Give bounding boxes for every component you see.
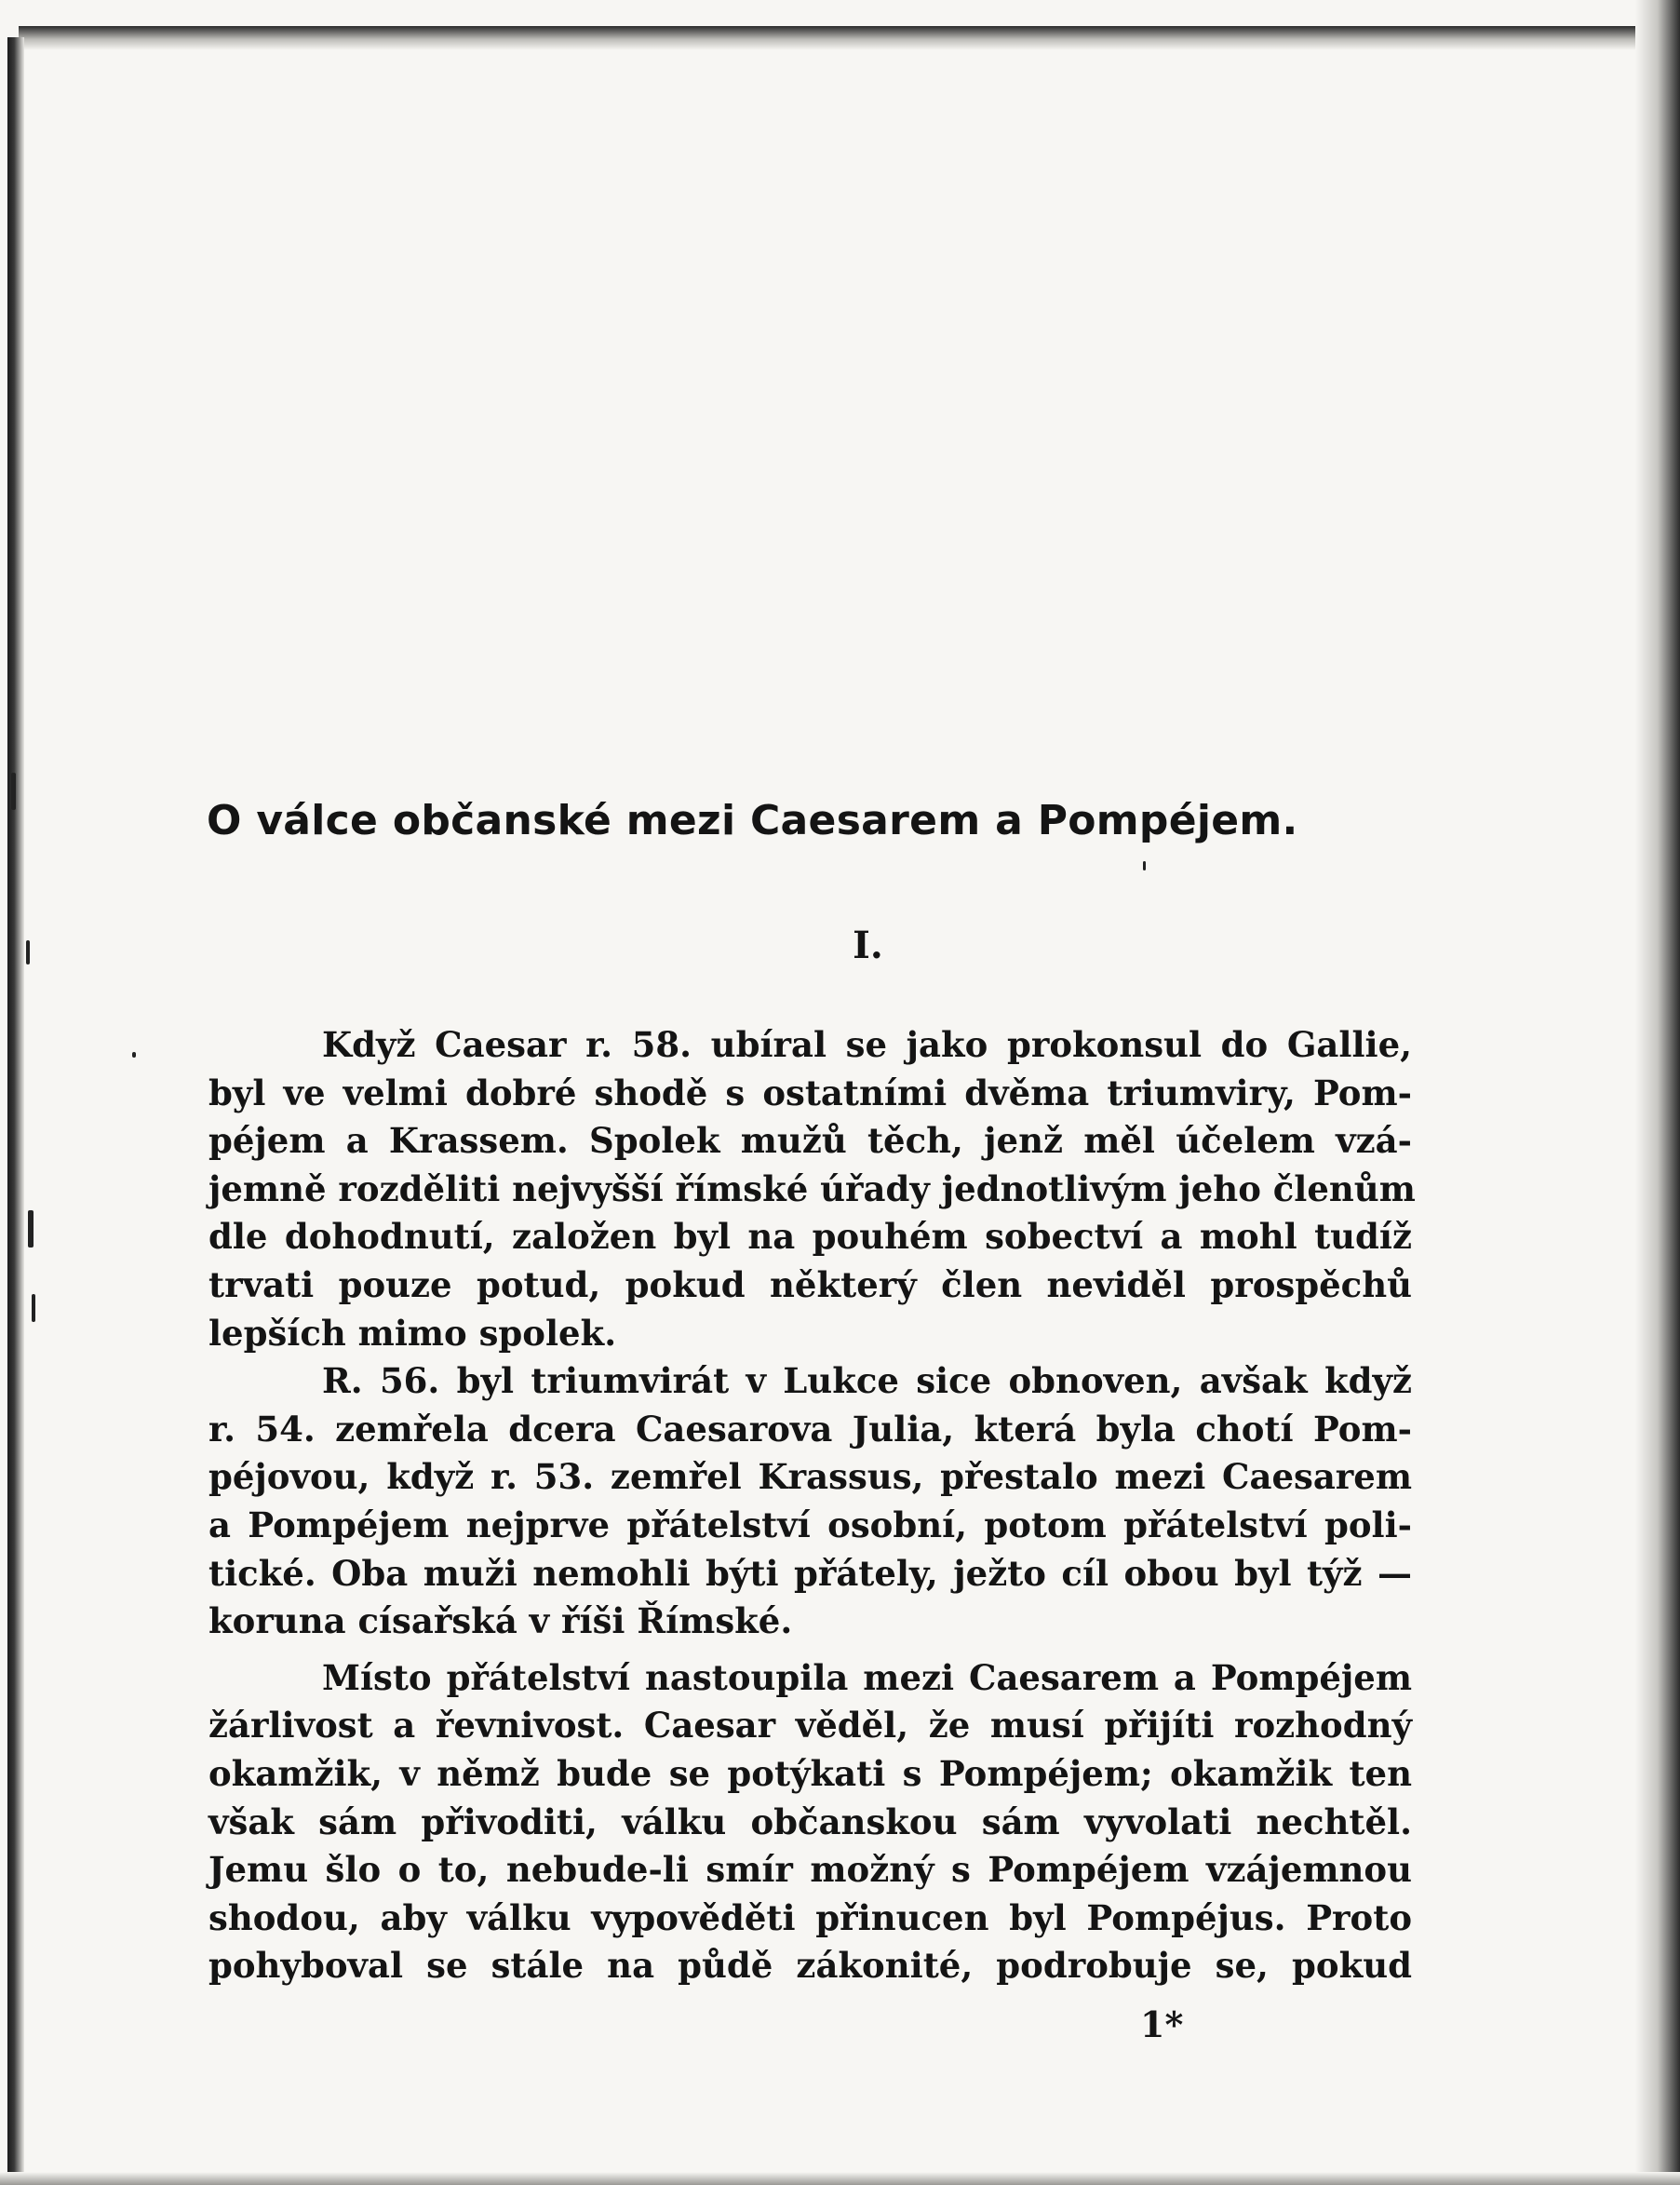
text-line: tické. Oba muži nemohli býti přátely, ježto cíl obou byl týž —: [208, 1552, 1412, 1594]
signature-mark: 1*: [1140, 2003, 1184, 2045]
text-line: péjem a Krassem. Spolek mužů těch, jenž měl účelem vzá-: [208, 1120, 1412, 1162]
text-line: Místo přátelství nastoupila mezi Caesarem a Pompéjem: [322, 1656, 1412, 1698]
text-line: dle dohodnutí, založen byl na pouhém sobectví a mohl tudíž: [208, 1216, 1412, 1258]
chapter-number: I.: [853, 924, 883, 967]
text-line: žárlivost a řevnivost. Caesar věděl, že musí přijíti rozhodný: [208, 1705, 1412, 1747]
scan-speck: [1143, 861, 1146, 870]
text-line: shodou, aby válku vypověděti přinucen byl Pompéjus. Proto: [208, 1896, 1412, 1938]
body-text: [208, 1021, 1416, 1990]
scan-speck: [32, 1294, 35, 1322]
text-line: byl ve velmi dobré shodě s ostatními dvěma triumviry, Pom-: [208, 1072, 1412, 1113]
scan-speck: [132, 1052, 136, 1058]
paragraph-gap: [208, 1646, 1412, 1654]
scan-speck: [28, 1210, 34, 1248]
paragraph: [208, 1654, 1412, 1990]
text-line: koruna císařská v říši Římské.: [208, 1600, 793, 1642]
scan-speck: [11, 773, 16, 810]
page-edge-left: [7, 37, 24, 2178]
page-edge-bottom: [0, 2172, 1680, 2185]
text-line: Když Caesar r. 58. ubíral se jako prokonsul do Gallie,: [322, 1024, 1412, 1065]
text-line: trvati pouze potud, pokud některý člen neviděl prospěchů: [208, 1263, 1412, 1305]
paragraph: [208, 1021, 1416, 1357]
page-edge-top: [19, 26, 1638, 50]
page-title: O válce občanské mezi Caesarem a Pompéjem.: [207, 797, 1298, 844]
text-line: r. 54. zemřela dcera Caesarova Julia, která byla chotí Pom-: [208, 1408, 1412, 1450]
text-line: péjovou, když r. 53. zemřel Krassus, přestalo mezi Caesarem: [208, 1456, 1412, 1498]
text-line: Jemu šlo o to, nebude-li smír možný s Pompéjem vzájemnou: [208, 1849, 1412, 1891]
text-line: a Pompéjem nejprve přátelství osobní, potom přátelství poli-: [208, 1504, 1412, 1545]
paragraph: [208, 1357, 1412, 1646]
text-line: však sám přivoditi, válku občanskou sám vyvolati nechtěl.: [208, 1801, 1412, 1842]
text-line: okamžik, v němž bude se potýkati s Pompéjem; okamžik ten: [208, 1752, 1412, 1794]
text-line: pohyboval se stále na půdě zákonité, podrobuje se, pokud: [208, 1945, 1412, 1987]
text-line: R. 56. byl triumvirát v Lukce sice obnoven, avšak když: [322, 1360, 1412, 1402]
text-line: jemně rozděliti nejvyšší římské úřady jednotlivým jeho členům: [208, 1167, 1416, 1209]
page-edge-right: [1635, 0, 1680, 2185]
text-line: lepších mimo spolek.: [208, 1312, 617, 1354]
